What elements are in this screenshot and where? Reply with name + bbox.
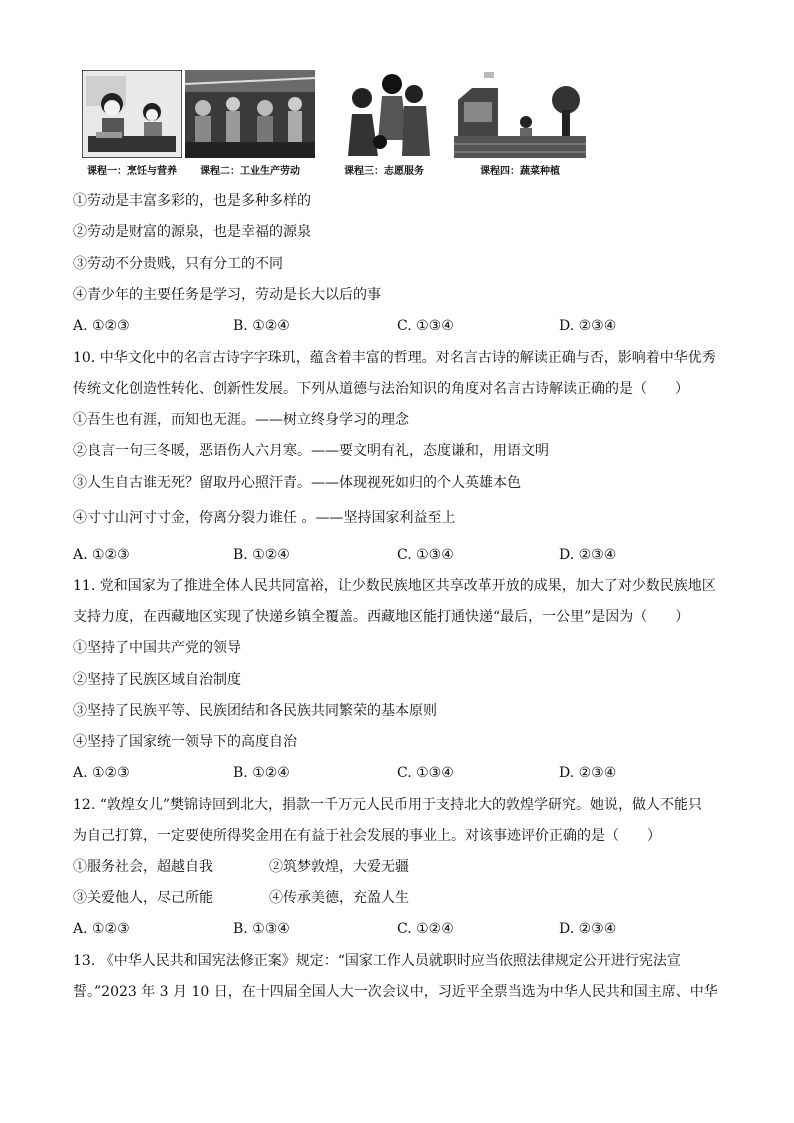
q9-statement-4: ④青少年的主要任务是学习，劳动是长大以后的事 xyxy=(73,287,381,303)
q13-stem-line-1: 13. 《中华人民共和国宪法修正案》规定：“国家工作人员就职时应当依照法律规定公开进行宪法宣 xyxy=(73,953,681,969)
q12-statement-3: ③关爱他人，尽己所能 xyxy=(73,890,213,906)
q12-statements-row-2 xyxy=(73,888,723,908)
q11-option-d[interactable]: D. ②③④ xyxy=(559,765,617,781)
q11-statement-1: ①坚持了中国共产党的领导 xyxy=(73,640,241,656)
q10-statement-1: ①吾生也有涯，而知也无涯。——树立终身学习的理念 xyxy=(73,412,409,428)
volunteer-illustration-icon xyxy=(334,70,434,158)
q10-option-b[interactable]: B. ①②④ xyxy=(233,547,290,563)
q10-statement-4: ④寸寸山河寸寸金，侉离分裂力谁任 。——坚持国家利益至上 xyxy=(73,510,456,526)
q12-option-c[interactable]: C. ①②④ xyxy=(397,921,454,937)
q10-stem-line-1: 10. 中华文化中的名言古诗字字珠玑，蕴含着丰富的哲理。对名言古诗的解读正确与否，影响着中华优秀 xyxy=(73,350,716,366)
figure-caption: 课程一：烹饪与营养 xyxy=(87,166,177,177)
q9-statement-2: ②劳动是财富的源泉，也是幸福的源泉 xyxy=(73,224,311,240)
q11-option-c[interactable]: C. ①③④ xyxy=(397,765,454,781)
vegetable-garden-illustration-icon xyxy=(454,70,586,158)
q12-statements-row-1 xyxy=(73,857,723,877)
q11-statement-4: ④坚持了国家统一领导下的高度自治 xyxy=(73,734,297,750)
q9-option-d[interactable]: D. ②③④ xyxy=(559,318,617,334)
q9-option-a[interactable]: A. ①②③ xyxy=(73,318,130,334)
q10-statement-2: ②良言一句三冬暖，恶语伤人六月寒。——要文明有礼，态度谦和，用语文明 xyxy=(73,443,549,459)
figure-course-1 xyxy=(82,70,182,177)
q12-option-b[interactable]: B. ①③④ xyxy=(233,921,290,937)
q10-stem-line-2: 传统文化创造性转化、创新性发展。下列从道德与法治知识的角度对名言古诗解读正确的是（ ） xyxy=(73,381,689,397)
q12-option-d[interactable]: D. ②③④ xyxy=(559,921,617,937)
figure-course-3 xyxy=(334,70,434,177)
figure-caption: 课程二：工业生产劳动 xyxy=(200,166,300,177)
q9-option-b[interactable]: B. ①②④ xyxy=(233,318,290,334)
q11-option-a[interactable]: A. ①②③ xyxy=(73,765,130,781)
q13-stem-line-2: 誓。”2023 年 3 月 10 日，在十四届全国人大一次会议中，习近平全票当选为中华人民共和国主席、中华 xyxy=(73,984,718,1000)
q9-statement-3: ③劳动不分贵贱，只有分工的不同 xyxy=(73,256,283,272)
q11-statement-3: ③坚持了民族平等、民族团结和各民族共同繁荣的基本原则 xyxy=(73,703,437,719)
q12-option-a[interactable]: A. ①②③ xyxy=(73,921,130,937)
q9-statement-1: ①劳动是丰富多彩的，也是多种多样的 xyxy=(73,193,311,209)
q10-option-c[interactable]: C. ①③④ xyxy=(397,547,454,563)
cooking-illustration-icon xyxy=(82,70,182,158)
q12-stem-line-2: 为自己打算，一定要使所得奖金用在有益于社会发展的事业上。对该事迹评价正确的是（ ） xyxy=(73,828,661,844)
q11-stem-line-1: 11. 党和国家为了推进全体人民共同富裕，让少数民族地区共享改革开放的成果，加大了对少数民族地区 xyxy=(73,578,716,594)
q10-option-a[interactable]: A. ①②③ xyxy=(73,547,130,563)
q12-statement-1: ①服务社会，超越自我 xyxy=(73,859,213,875)
figure-caption: 课程三：志愿服务 xyxy=(344,166,424,177)
q9-options xyxy=(73,316,723,336)
q10-option-d[interactable]: D. ②③④ xyxy=(559,547,617,563)
q12-options xyxy=(73,919,723,939)
course-illustrations xyxy=(82,70,592,180)
q12-stem-line-1: 12. “敦煌女儿”樊锦诗回到北大，捐款一千万元人民币用于支持北大的敦煌学研究。她说，做人不能只 xyxy=(73,797,703,813)
factory-illustration-icon xyxy=(185,70,315,158)
q9-option-c[interactable]: C. ①③④ xyxy=(397,318,454,334)
figure-course-4 xyxy=(454,70,586,177)
q11-options xyxy=(73,763,723,783)
q10-statement-3: ③人生自古谁无死？留取丹心照汗青。——体现视死如归的个人英雄本色 xyxy=(73,475,521,491)
q11-statement-2: ②坚持了民族区域自治制度 xyxy=(73,672,241,688)
q11-stem-line-2: 支持力度，在西藏地区实现了快递乡镇全覆盖。西藏地区能打通快递“最后，一公里”是因为（ ） xyxy=(73,609,690,625)
figure-caption: 课程四：蔬菜种植 xyxy=(480,166,560,177)
q12-statement-4: ④传承美德，充盈人生 xyxy=(269,890,409,906)
figure-course-2 xyxy=(185,70,315,177)
q10-options xyxy=(73,545,723,565)
q12-statement-2: ②筑梦敦煌，大爱无疆 xyxy=(269,859,409,875)
q11-option-b[interactable]: B. ①②④ xyxy=(233,765,290,781)
